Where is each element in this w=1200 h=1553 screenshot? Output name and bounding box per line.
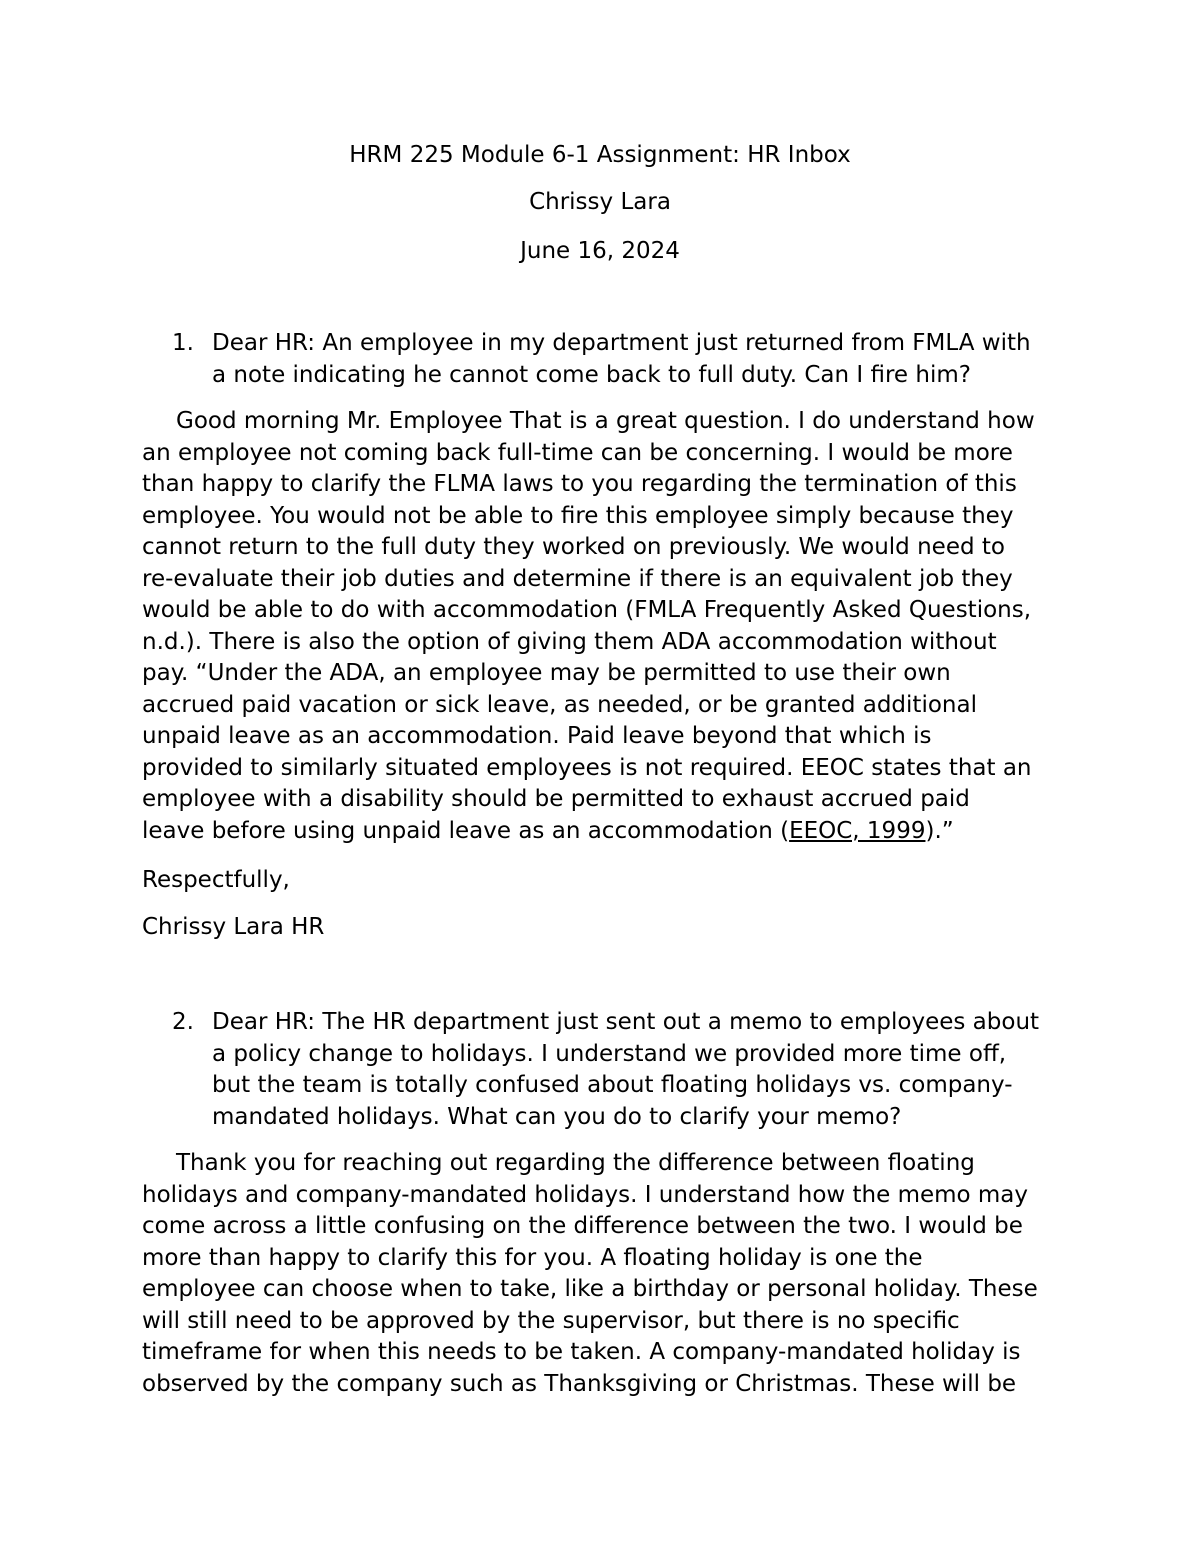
answer-2-line: Thank you for reaching out regarding the difference between floating xyxy=(176,1150,975,1176)
answer-1-line: employee. You would not be able to fire this employee simply because they xyxy=(142,502,1014,529)
answer-2-line: timeframe for when this needs to be taken. A company-mandated holiday is xyxy=(142,1339,1021,1365)
answer-1-last-line xyxy=(142,816,1102,848)
citation-link[interactable]: EEOC, 1999 xyxy=(789,817,926,844)
answer-1-line: unpaid leave as an accommodation. Paid leave beyond that which is xyxy=(142,723,932,749)
answer-1-line: than happy to clarify the FLMA laws to you regarding the termination of this xyxy=(142,471,1017,497)
question-2-line: a policy change to holidays. I understand we provided more time off, xyxy=(212,1040,1007,1067)
document-date: June 16, 2024 xyxy=(520,238,680,264)
question-1-line: Dear HR: An employee in my department just returned from FMLA with xyxy=(212,330,1031,356)
answer-1-line: pay. “Under the ADA, an employee may be permitted to use their own xyxy=(142,660,951,686)
answer-2-line: holidays and company-mandated holidays. I understand how the memo may xyxy=(142,1181,1029,1208)
answer-2-line: come across a little confusing on the difference between the two. I would be xyxy=(142,1213,1023,1239)
answer-1-line: employee with a disability should be permitted to exhaust accrued paid xyxy=(142,786,970,812)
answer-1-text: leave before using unpaid leave as an accommodation ( xyxy=(142,817,790,844)
question-2-number: 2. xyxy=(172,1009,194,1035)
question-1-text xyxy=(212,328,1062,391)
answer-1-line: an employee not coming back full-time can be concerning. I would be more xyxy=(142,439,1013,466)
answer-1-text: ).” xyxy=(925,817,954,844)
author-name: Chrissy Lara xyxy=(529,189,671,215)
answer-1-line: accrued paid vacation or sick leave, as needed, or be granted additional xyxy=(142,691,977,718)
answer-1-line: re-evaluate their job duties and determine if there is an equivalent job they xyxy=(142,565,1013,592)
answer-1-line: Good morning Mr. Employee That is a great question. I do understand how xyxy=(176,408,1035,434)
answer-2-line: will still need to be approved by the supervisor, but there is no specific xyxy=(142,1307,960,1334)
question-2-text xyxy=(212,1007,1062,1133)
question-2-line: but the team is totally confused about floating holidays vs. company- xyxy=(212,1072,1013,1098)
question-2-line: mandated holidays. What can you do to clarify your memo? xyxy=(212,1103,902,1130)
answer-2 xyxy=(142,1148,1102,1400)
question-1-line: a note indicating he cannot come back to full duty. Can I fire him? xyxy=(212,361,971,388)
question-2-line: Dear HR: The HR department just sent out a memo to employees about xyxy=(212,1009,1040,1035)
answer-1 xyxy=(142,406,1102,847)
question-1-number: 1. xyxy=(172,330,194,356)
answer-2-line: more than happy to clarify this for you. A floating holiday is one the xyxy=(142,1244,923,1271)
document-title: HRM 225 Module 6-1 Assignment: HR Inbox xyxy=(349,142,851,168)
closing-text: Respectfully, xyxy=(142,867,290,893)
answer-2-line: employee can choose when to take, like a birthday or personal holiday. These xyxy=(142,1276,1038,1302)
answer-2-line: observed by the company such as Thanksgiving or Christmas. These will be xyxy=(142,1370,1017,1397)
answer-1-line: provided to similarly situated employees is not required. EEOC states that an xyxy=(142,754,1032,781)
answer-1-line: would be able to do with accommodation (FMLA Frequently Asked Questions, xyxy=(142,597,1032,623)
signature-name: Chrissy Lara HR xyxy=(142,914,325,940)
answer-1-line: cannot return to the full duty they worked on previously. We would need to xyxy=(142,534,1005,560)
answer-1-line: n.d.). There is also the option of giving them ADA accommodation without xyxy=(142,628,997,655)
